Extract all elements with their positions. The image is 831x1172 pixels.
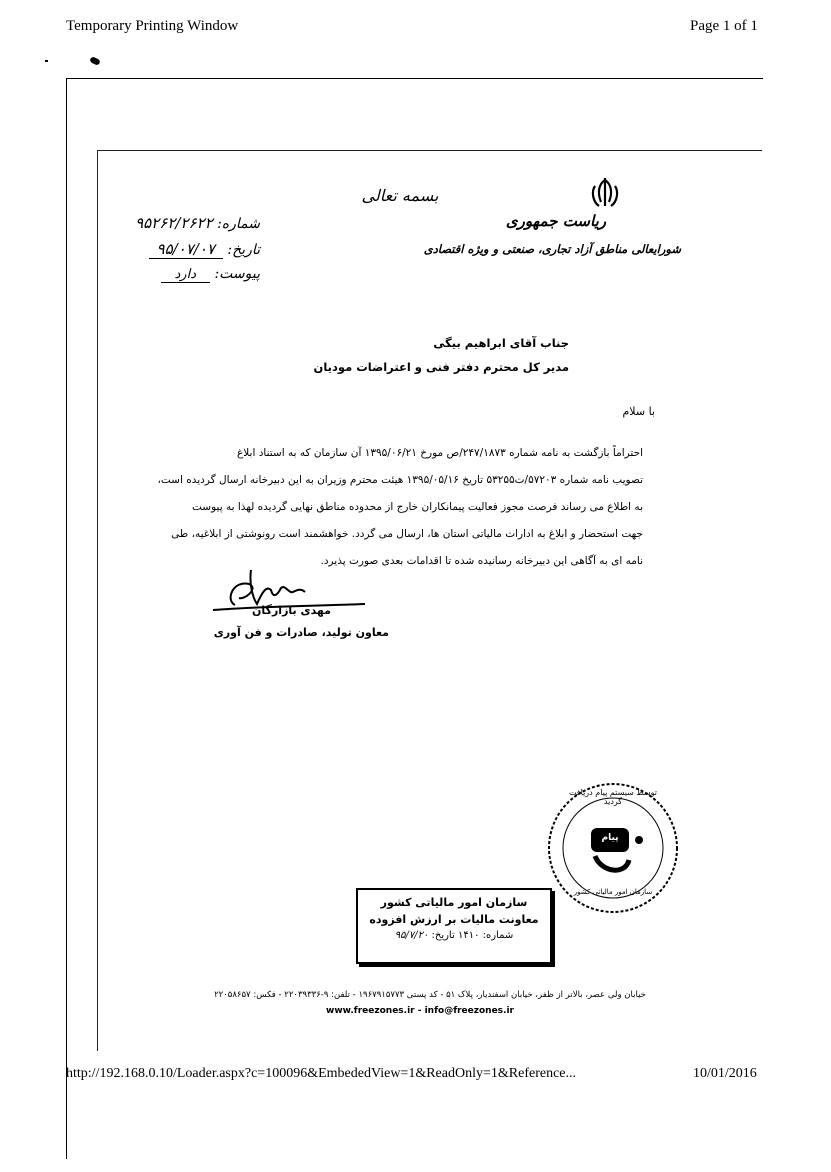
- round-stamp-logo-text: پیام: [601, 833, 619, 843]
- letter-body: [123, 440, 643, 575]
- stamp-number-label: شماره: ۱۴۱۰ تاریخ:: [431, 930, 514, 941]
- recipient-name: جناب آقای ابراهیم بیگی: [433, 336, 569, 350]
- org-name-line1: ریاست جمهوری: [505, 212, 606, 230]
- number-label: شماره:: [217, 216, 260, 232]
- body-line: احتراماً بازگشت به نامه شماره ۲۴۷/۱۸۷۳/ص مورخ ۱۳۹۵/۰۶/۲۱ آن سازمان که به استناد ابلاغ: [237, 447, 643, 459]
- number-row: [110, 214, 260, 240]
- date-label: تاریخ:: [227, 242, 260, 258]
- stamp-line-1: سازمان امور مالیاتی کشور: [380, 896, 528, 909]
- date-row: [110, 240, 260, 266]
- scan-speck: [45, 60, 48, 62]
- meta-block: [110, 214, 260, 292]
- round-stamp-inner-text: سازمان امور مالیاتی کشور: [573, 888, 653, 896]
- window-title: Temporary Printing Window: [66, 18, 239, 34]
- greeting: با سلام: [622, 405, 655, 418]
- footer-address: خیابان ولی عصر، بالاتر از ظفر، خیابان اسفندیار، پلاک ۵۱ - کد پستی ۱۹۶۷۹۱۵۷۷۳ - تلفن: ۹-۲۲۰۳۹۳۳۶ - فکس: ۲۲۰۵۸۶۵۷: [214, 990, 646, 1000]
- receipt-stamp: [356, 888, 552, 964]
- attachment-row: [110, 266, 260, 292]
- iran-emblem-icon: [585, 176, 625, 210]
- attachment-value: دارد: [161, 267, 210, 283]
- basmala: بسمه تعالی: [361, 186, 439, 205]
- body-line: نامه ای به آگاهی این دبیرخانه رسانیده شده تا اقدامات بعدی صورت پذیرد.: [320, 555, 643, 567]
- page-url: http://192.168.0.10/Loader.aspx?c=100096&EmbededView=1&ReadOnly=1&Reference...: [66, 1066, 577, 1081]
- number-value: ۹۵۲۶۲/۲۶۲۲: [135, 214, 213, 232]
- stamp-line-3: [358, 930, 550, 941]
- round-stamp: [545, 780, 681, 916]
- stamp-line-2: معاونت مالیات بر ارزش افزوده: [369, 913, 539, 926]
- date-value: ۹۵/۰۷/۰۷: [149, 240, 223, 259]
- recipient-title: مدیر کل محترم دفتر فنی و اعتراضات مودیان: [313, 360, 569, 374]
- page-info: Page 1 of 1: [690, 18, 758, 34]
- scan-speck: [89, 56, 101, 66]
- signer-title: معاون تولید، صادرات و فن آوری: [213, 626, 389, 639]
- body-line: به اطلاع می رساند فرصت مجوز فعالیت پیمانکاران خارج از محدوده مناطق نهایی گردیده لهذا به پیوست: [192, 501, 643, 513]
- print-date: 10/01/2016: [693, 1066, 757, 1081]
- signer-name: مهدی بازارگان: [252, 604, 331, 617]
- org-name-line2: شورایعالی مناطق آزاد تجاری، صنعتی و ویژه اقتصادی: [423, 242, 681, 256]
- body-line: جهت استحضار و ابلاغ به ادارات مالیاتی استان ها، ارسال می گردد. خواهشمند است رونوشتی از ابلاغیه، طی: [171, 528, 643, 540]
- footer-web: www.freezones.ir - info@freezones.ir: [326, 1006, 514, 1016]
- round-stamp-outer-text: توسط سیستم پیام دریافت گردید: [568, 788, 658, 806]
- body-line: تصویب نامه شماره ۵۷۲۰۳/ت۵۳۲۵۵ تاریخ ۱۳۹۵/۰۵/۱۶ هیئت محترم وزیران به این دبیرخانه ارسال گردیده است،: [157, 474, 643, 486]
- stamp-date: ۹۵/۷/۲۰: [394, 930, 429, 941]
- attachment-label: پیوست:: [214, 266, 260, 282]
